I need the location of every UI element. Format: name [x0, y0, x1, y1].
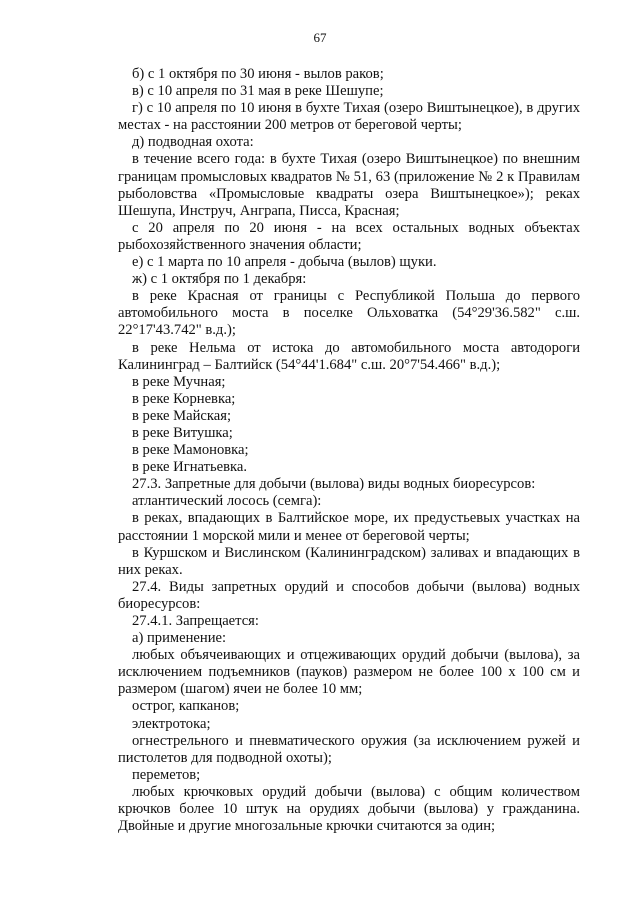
paragraph-spears: острог, капканов;	[132, 698, 240, 715]
paragraph-item-e: е) с 1 марта по 10 апреля - добыча (вылов) щуки.	[132, 254, 437, 271]
section-27-3-heading: 27.3. Запретные для добычи (вылова) виды водных биоресурсов:	[132, 476, 536, 493]
paragraph-krasnaya: в реке Красная от границы с Республикой Польша до первого автомобильного моста в поселке Ольховатка (54°29'36.582" с.ш. 22°17'43.742" в.д.);	[118, 288, 580, 339]
paragraph-item-v: в) с 10 апреля по 31 мая в реке Шешупе;	[132, 83, 384, 100]
paragraph-item-b: б) с 1 октября по 30 июня - вылов раков;	[132, 66, 384, 82]
river-item: в реке Майская;	[132, 407, 232, 424]
paragraph-item-g: г) с 10 апреля по 10 июня в бухте Тихая (озеро Виштынецкое), в других местах - на расстоянии 200 метров от береговой черты;	[118, 100, 580, 134]
river-item: в реке Игнатьевка.	[132, 459, 247, 476]
paragraph-item-zh: ж) с 1 октября по 1 декабря:	[132, 271, 307, 288]
river-item: в реке Мамоновка;	[132, 442, 249, 459]
document-body	[118, 66, 580, 835]
paragraph-baltic-rivers: в реках, впадающих в Балтийское море, их предустьевых участках на расстоянии 1 морской мили и менее от береговой черты;	[118, 510, 580, 544]
section-27-4-heading: 27.4. Виды запретных орудий и способов добычи (вылова) водных биоресурсов:	[118, 578, 580, 612]
paragraph-year-round: в течение всего года: в бухте Тихая (озеро Виштынецкое) по внешним границам промысловых квадратов № 51, 63 (приложение № 2 к Правилам рыболовства «Промысловые квадраты озера Виштынецкое»); реках Шешупа, Инструч, Анграпа, Писса, Красная;	[118, 151, 580, 219]
river-item: в реке Корневка;	[132, 390, 236, 407]
paragraph-lagoons: в Куршском и Вислинском (Калининградском) заливах и впадающих в них реках.	[118, 544, 580, 578]
paragraph-nelma: в реке Нельма от истока до автомобильного моста автодороги Калининград – Балтийск (54°44'1.684" с.ш. 20°7'54.466" в.д.);	[118, 339, 580, 373]
paragraph-longlines: переметов;	[132, 766, 201, 783]
paragraph-hooks: любых крючковых орудий добычи (вылова) с общим количеством крючков более 10 штук на орудиях добычи (вылова) у гражданина. Двойные и другие многозальные крючки считаются за один;	[118, 783, 580, 835]
paragraph-item-d: д) подводная охота:	[132, 134, 254, 151]
river-item: в реке Витушка;	[132, 424, 233, 441]
paragraph-salmon: атлантический лосось (семга):	[132, 493, 322, 510]
paragraph-firearms: огнестрельного и пневматического оружия (за исключением ружей и пистолетов для подводной охоты);	[118, 732, 580, 766]
river-item: в реке Мучная;	[132, 373, 226, 390]
page-number: 67	[313, 30, 327, 45]
section-27-4-1-heading: 27.4.1. Запрещается:	[132, 613, 259, 629]
paragraph-nets: любых объячеивающих и отцеживающих орудий добычи (вылова), за исключением подъемников (пауков) размером не более 100 х 100 см и размером (шагом) ячеи не более 10 мм;	[118, 647, 580, 698]
paragraph-electric: электротока;	[132, 715, 211, 732]
paragraph-item-a: а) применение:	[132, 630, 227, 647]
paragraph-apr-jun: с 20 апреля по 20 июня - на всех остальных водных объектах рыбохозяйственного значения области;	[118, 219, 580, 253]
